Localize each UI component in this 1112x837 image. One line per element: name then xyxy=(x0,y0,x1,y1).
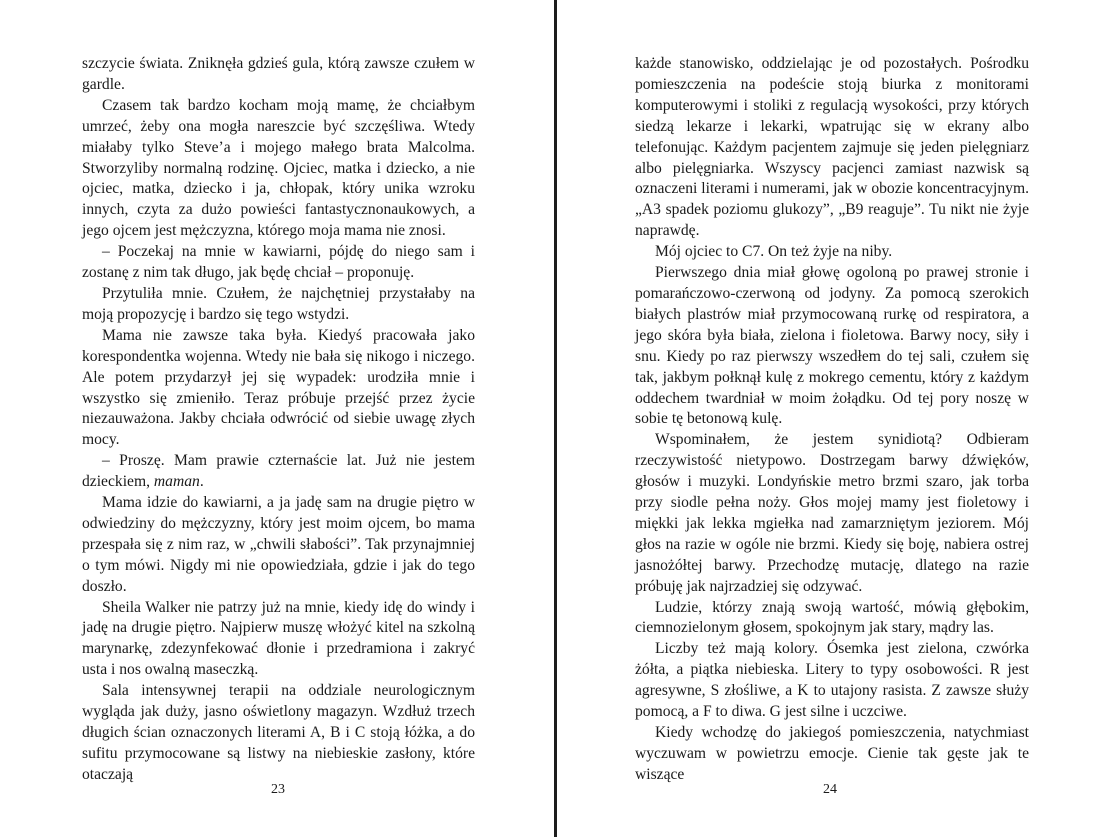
paragraph: Mój ojciec to C7. On też żyje na niby. xyxy=(655,243,893,261)
paragraph: szczycie świata. Zniknęła gdzieś gula, którą zawsze czułem w gardle. xyxy=(82,55,475,93)
paragraph: Mama nie zawsze taka była. Kiedyś pracowała jako korespondentka wojenna. Wtedy nie bała się nikogo i niczego. Ale potem przydarzył jej się wypadek: urodziła mnie i wszystko się zmieniło. Teraz próbuje przejść przez życie niezauważona. Jakby chciała odwrócić od siebie uwagę złych mocy. xyxy=(82,326,475,449)
paragraph: Sala intensywnej terapii na oddziale neurologicznym wygląda jak duży, jasno oświetlony magazyn. Wzdłuż trzech długich ścian oznaczonych literami A, B i C stoją łóżka, a do sufitu przymocowane są listwy na niebieskie zasłony, które otaczają xyxy=(82,682,475,783)
paragraph: każde stanowisko, oddzielając je od pozostałych. Pośrodku pomieszczenia na podeście stoją biurka z monitorami komputerowymi i stoliki z regulacją wysokości, przy których siedzą lekarze i lekarki, wpatrując się w ekrany albo telefonując. Każdym pacjentem zajmuje się jeden pielęgniarz albo pielęgniarka. Wszyscy pacjenci zamiast nazwisk są oznaczeni literami i numerami, jak w obozie koncentracyjnym. „A3 spadek poziomu glukozy”, „B9 reaguje”. Tu nikt nie żyje naprawdę. xyxy=(635,55,1029,240)
paragraph: – Proszę. Mam prawie czternaście lat. Już nie jestem dzieckiem, maman. xyxy=(82,452,475,491)
left-page xyxy=(0,0,554,837)
page-number: 23 xyxy=(271,782,285,797)
italic-word: maman xyxy=(153,473,200,491)
page-number: 24 xyxy=(823,782,837,797)
paragraph: Wspominałem, że jestem synidiotą? Odbieram rzeczywistość nietypowo. Dostrzegam barwy dźwięków, głosów i muzyki. Londyńskie metro brzmi szaro, jak torba przy siodle pełna noży. Głos mojej mamy jest fioletowy i miękki jak lekka mgiełka nad zamarzniętym jeziorem. Mój głos na razie w ogóle nie brzmi. Kiedy się boję, nabiera ostrej jasnożółtej barwy. Przechodzę mutację, dlatego na razie próbuję jak najrzadziej się odzywać. xyxy=(635,431,1029,595)
right-page xyxy=(557,0,1112,837)
left-page-text xyxy=(82,54,475,786)
paragraph: Mama idzie do kawiarni, a ja jadę sam na drugie piętro w odwiedziny do mężczyzny, który jest moim ojcem, bo mama przespała się z nim raz, w „chwili słabości”. Tak przynajmniej o tym mówi. Nigdy mi nie opowiedziała, gdzie i jak do tego doszło. xyxy=(82,494,475,595)
paragraph: Sheila Walker nie patrzy już na mnie, kiedy idę do windy i jadę na drugie piętro. Najpierw muszę włożyć kitel na szkolną marynarkę, zdezynfekować dłonie i przedramiona i zakryć usta i nos owalną maseczką. xyxy=(82,598,475,679)
paragraph: Pierwszego dnia miał głowę ogoloną po prawej stronie i pomarańczowo-czerwoną od jodyny. Za pomocą szerokich białych plastrów miał przymocowaną rurkę od respiratora, a jego skóra była biała, zielona i fioletowa. Barwy nocy, siły i snu. Kiedy po raz pierwszy wszedłem do tej sali, czułem się tak, jakbym połknął kulę z mokrego cementu, który z każdym oddechem twardniał w moim żołądku. Od tej pory noszę w sobie tę betonową kulę. xyxy=(635,264,1029,428)
dialogue-text: – Proszę. Mam prawie czternaście lat. Już nie jestem dzieckiem, xyxy=(82,452,475,491)
paragraph: – Poczekaj na mnie w kawiarni, pójdę do niego sam i zostanę z nim tak długo, jak będę chciał – proponuję. xyxy=(82,243,475,282)
paragraph: Przytuliła mnie. Czułem, że najchętniej przystałaby na moją propozycję i bardzo się tego wstydzi. xyxy=(82,284,475,323)
paragraph: Liczby też mają kolory. Ósemka jest zielona, czwórka żółta, a piątka niebieska. Litery to typy osobowości. R jest agresywne, S złośliwe, a K to utajony rasista. Z zawsze służy pomocą, a F to diwa. G jest silne i uczciwe. xyxy=(635,640,1029,721)
paragraph: Kiedy wchodzę do jakiegoś pomieszczenia, natychmiast wyczuwam w powietrzu emocje. Cienie tak gęste jak te wiszące xyxy=(635,724,1029,783)
right-page-text xyxy=(635,54,1029,786)
paragraph: Ludzie, którzy znają swoją wartość, mówią głębokim, ciemnozielonym głosem, spokojnym jak stary, mądry las. xyxy=(635,598,1029,637)
paragraph: Czasem tak bardzo kocham moją mamę, że chciałbym umrzeć, żeby ona mogła nareszcie być szczęśliwa. Wtedy miałaby tylko Steve’a i mojego małego brata Malcolma. Stworzyliby normalną rodzinę. Ojciec, matka i dziecko, a nie ojciec, matka, dziecko i ja, chłopak, który unika wzroku innych, czyta za dużo powieści fantastycznonaukowych, a jego ojcem jest mężczyzna, którego moja mama nie znosi. xyxy=(82,96,475,240)
